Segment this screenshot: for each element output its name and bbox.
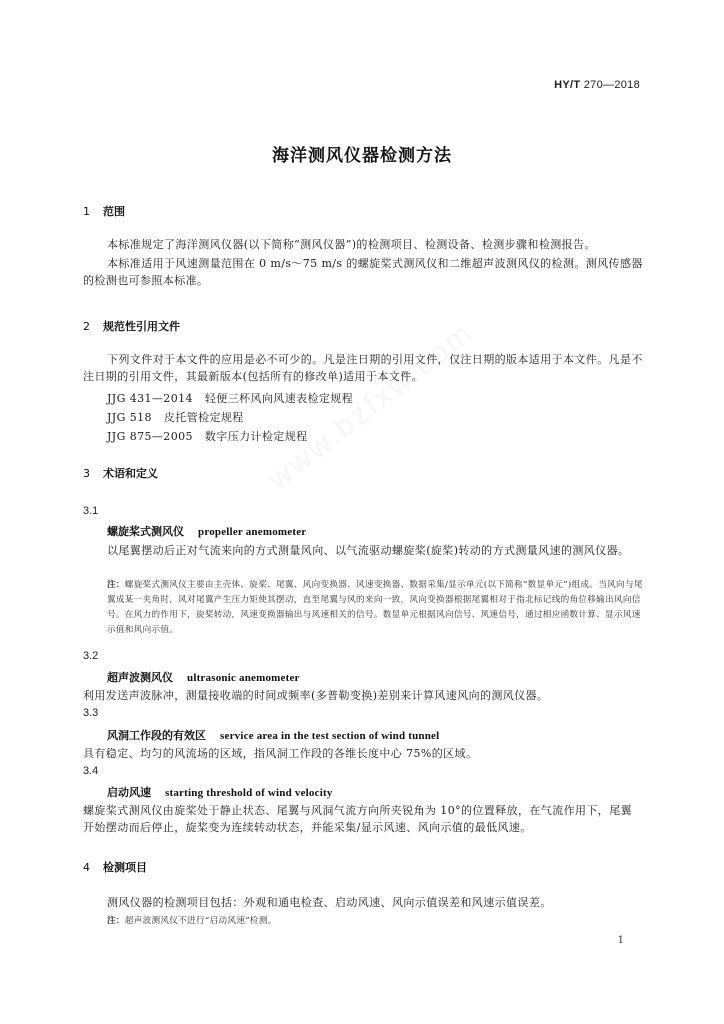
term-zh: 风洞工作段的有效区 <box>107 729 206 742</box>
term-heading <box>107 669 300 685</box>
section-2-paragraph-1: 下列文件对于本文件的应用是必不可少的。凡是注日期的引用文件，仅注日期的版本适用于本文件。凡是不注日期的引用文件，其最新版本(包括所有的修改单)适用于本文件。 <box>83 353 643 383</box>
section-2-heading <box>83 318 180 334</box>
reference-name: 轻便三杯风向风速表检定规程 <box>204 392 354 405</box>
term-number: 3.4 <box>83 765 99 777</box>
term-zh: 螺旋桨式测风仪 <box>107 525 184 538</box>
term-heading <box>107 784 333 800</box>
term-en: service area in the test section of wind tunnel <box>220 730 440 742</box>
term-number: 3.3 <box>83 707 99 719</box>
term-definition: 螺旋桨式测风仪由旋桨处于静止状态、尾翼与风洞气流方向所夹锐角为 10°的位置释放，在气流作用下，尾翼开始摆动而后停止，旋桨变为连续转动状态，并能采集/显示风速、风向示值的最低风速。 <box>83 804 632 834</box>
term-heading <box>107 727 439 743</box>
reference-name: 数字压力计检定规程 <box>204 430 308 443</box>
term-en: starting threshold of wind velocity <box>165 787 333 799</box>
term-zh: 启动风速 <box>107 786 151 799</box>
section-title: 范围 <box>103 205 125 218</box>
document-title: 海洋测风仪器检测方法 <box>272 146 452 166</box>
note-label: 注： <box>107 580 125 590</box>
standard-code <box>554 79 640 91</box>
section-4-paragraph-1: 测风仪器的检测项目包括：外观和通电检查、启动风速、风向示值误差和风速示值误差。 <box>107 896 552 909</box>
section-number: 3 <box>83 467 90 480</box>
term-number: 3.1 <box>83 505 99 517</box>
term-en: ultrasonic anemometer <box>187 672 300 684</box>
term-definition: 利用发送声波脉冲，测量接收端的时间或频率(多普勒变换)差别来计算风速风向的测风仪器。 <box>83 689 549 702</box>
reference-item <box>107 390 353 406</box>
section-number: 2 <box>83 320 90 333</box>
term-number: 3.2 <box>83 650 99 662</box>
standard-prefix: HY/T <box>554 79 581 91</box>
section-4-note <box>107 914 643 929</box>
section-1-paragraph-2: 本标准适用于风速测量范围在 0 m/s～75 m/s 的螺旋桨式测风仪和二维超声波测风仪的检测。测风传感器的检测也可参照本标准。 <box>83 257 643 287</box>
section-title: 术语和定义 <box>103 467 158 480</box>
reference-name: 皮托管检定规程 <box>163 411 244 424</box>
note-text: 螺旋桨式测风仪主要由主壳体、旋桨、尾翼、风向变换器、风速变换器、数据采集/显示单元(以下简称“数显单元”)组成。当风向与尾翼成某一夹角时，风对尾翼产生压力矩使其摆动，直至尾翼与风的来向一致，风向变换器根据尾翼相对于指北标记线的角位移输出风向信号。在风力的作用下，旋桨转动，风速变换器输出与风速相关的信号。数显单元根据风向信号、风速信号，通过相应函数计算、显示风速示值和风向示值。 <box>107 580 643 635</box>
section-4-heading <box>83 859 147 875</box>
term-note <box>107 578 643 638</box>
watermark <box>262 316 481 497</box>
note-label: 注： <box>107 916 125 926</box>
section-number: 4 <box>83 861 90 874</box>
term-en: propeller anemometer <box>198 526 307 538</box>
reference-item <box>107 428 308 444</box>
reference-code: JJG 518 <box>107 411 152 424</box>
reference-code: JJG 431—2014 <box>107 392 193 405</box>
reference-item <box>107 409 244 425</box>
section-1-heading <box>83 203 125 219</box>
section-title: 检测项目 <box>103 861 147 874</box>
section-1-paragraph-1: 本标准规定了海洋测风仪器(以下简称“测风仪器”)的检测项目、检测设备、检测步骤和检测报告。 <box>107 238 596 251</box>
term-definition: 具有稳定、均匀的风流场的区域，指风洞工作段的各维长度中心 75%的区域。 <box>83 747 478 760</box>
term-definition: 以尾翼摆动后正对气流来向的方式测量风向、以气流驱动螺旋桨(旋桨)转动的方式测量风速的测风仪器。 <box>107 544 630 557</box>
section-title: 规范性引用文件 <box>103 320 180 333</box>
term-zh: 超声波测风仪 <box>107 671 173 684</box>
section-number: 1 <box>83 205 90 218</box>
note-text: 超声波测风仪不进行“启动风速”检测。 <box>124 916 277 926</box>
reference-code: JJG 875—2005 <box>107 430 193 443</box>
term-heading <box>107 523 306 539</box>
section-3-heading <box>83 465 158 481</box>
standard-number: 270—2018 <box>583 79 640 91</box>
page-number: 1 <box>617 935 624 946</box>
